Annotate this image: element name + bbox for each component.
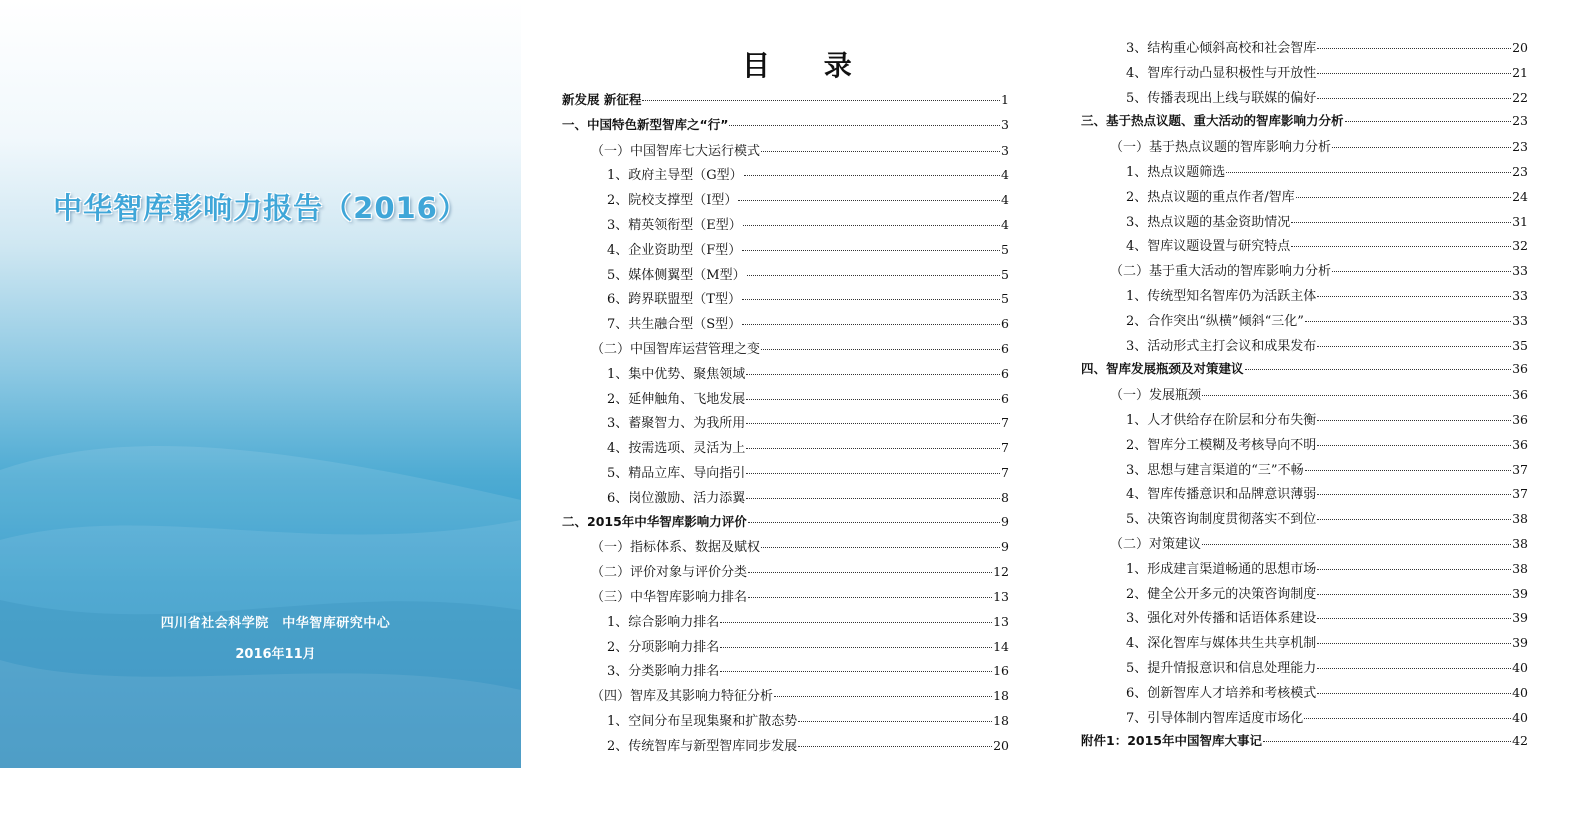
toc-entry[interactable] — [562, 710, 1009, 735]
dot-leader — [1291, 222, 1511, 223]
toc-entry-title: 4、智库传播意识和品牌意识薄弱 — [1126, 487, 1317, 503]
toc-entry[interactable] — [562, 115, 1009, 140]
toc-entry-page: 5 — [1001, 266, 1009, 282]
dot-leader — [1296, 197, 1511, 198]
toc-entry-title: 二、2015年中华智库影响力评价 — [562, 513, 747, 529]
toc-entry-title: 1、综合影响力排名 — [607, 614, 720, 630]
dot-leader — [743, 225, 1000, 226]
toc-entry[interactable] — [562, 660, 1009, 685]
toc-entry-title: 2、分项影响力排名 — [607, 639, 720, 655]
toc-entry[interactable] — [1081, 111, 1528, 136]
toc-entry-title: （一）发展瓶颈 — [1110, 388, 1202, 404]
toc-entry-title: （一）基于热点议题的智库影响力分析 — [1110, 140, 1332, 156]
toc-entry-page: 9 — [1001, 513, 1009, 529]
toc-entry-page: 1 — [1001, 92, 1009, 107]
toc-entry-title: 2、健全公开多元的决策咨询制度 — [1126, 586, 1317, 602]
toc-entry-title: 1、空间分布呈现集聚和扩散态势 — [607, 713, 798, 729]
dot-leader — [1317, 668, 1511, 669]
toc-entry-page: 39 — [1512, 610, 1528, 626]
toc-entry[interactable] — [1081, 136, 1528, 161]
dot-leader — [746, 423, 1000, 424]
toc-entry-page: 33 — [1512, 263, 1528, 279]
toc-entry-title: 3、强化对外传播和话语体系建设 — [1126, 611, 1317, 627]
toc-entry-title: （一）指标体系、数据及赋权 — [591, 540, 761, 556]
toc-entry-page: 13 — [993, 588, 1009, 604]
toc-entry[interactable] — [1081, 186, 1528, 211]
toc-entry-page: 31 — [1512, 213, 1528, 229]
toc-entry-page: 40 — [1512, 709, 1528, 725]
toc-entry[interactable] — [562, 636, 1009, 661]
toc-entry-title: 5、提升情报意识和信息处理能力 — [1126, 660, 1317, 676]
toc-entry-title: 3、热点议题的基金资助情况 — [1126, 214, 1291, 230]
toc-entry[interactable] — [562, 288, 1009, 313]
toc-entry-title: 5、精品立库、导向指引 — [607, 465, 746, 481]
toc-entry-page: 39 — [1512, 635, 1528, 651]
toc-entry[interactable] — [1081, 310, 1528, 335]
toc-entry[interactable] — [1081, 533, 1528, 558]
toc-entry-page: 36 — [1512, 361, 1528, 377]
toc-entry-page: 21 — [1512, 64, 1528, 80]
toc-entry-title: 4、智库议题设置与研究特点 — [1126, 239, 1291, 255]
report-cover — [0, 0, 521, 768]
toc-entry[interactable] — [562, 313, 1009, 338]
toc-entry[interactable] — [562, 512, 1009, 537]
toc-entry[interactable] — [562, 685, 1009, 710]
toc-entry-page: 38 — [1512, 511, 1528, 527]
toc-entry[interactable] — [1081, 707, 1528, 732]
dot-leader — [720, 647, 992, 648]
toc-entry-page: 7 — [1001, 415, 1009, 431]
toc-entry[interactable] — [1081, 384, 1528, 409]
toc-entry-page: 3 — [1001, 142, 1009, 158]
dot-leader — [1202, 544, 1511, 545]
toc-entry-title: 四、智库发展瓶颈及对策建议 — [1081, 361, 1244, 377]
toc-entry[interactable] — [1081, 657, 1528, 682]
toc-entry-page: 33 — [1512, 287, 1528, 303]
dot-leader — [746, 399, 1000, 400]
toc-entry-page: 36 — [1512, 387, 1528, 403]
dot-leader — [1317, 73, 1511, 74]
toc-entry[interactable] — [562, 487, 1009, 512]
dot-leader — [1317, 296, 1511, 297]
cover-publisher: 四川省社会科学院 中华智库研究中心 — [160, 616, 391, 631]
toc-entry-title: 3、结构重心倾斜高校和社会智库 — [1126, 41, 1317, 56]
toc-entry-page: 13 — [993, 613, 1009, 629]
toc-entry-title: 5、媒体侧翼型（M型） — [607, 267, 746, 283]
toc-entry-page: 24 — [1512, 188, 1528, 204]
toc-entry[interactable] — [562, 611, 1009, 636]
dot-leader — [774, 696, 992, 697]
dot-leader — [742, 324, 1000, 325]
toc-entry-title: 4、深化智库与媒体共生共享机制 — [1126, 636, 1317, 652]
toc-entry-title: 5、决策咨询制度贯彻落实不到位 — [1126, 512, 1317, 528]
toc-entry-title: 1、政府主导型（G型） — [607, 168, 743, 184]
toc-entry[interactable] — [562, 388, 1009, 413]
dot-leader — [761, 151, 1000, 152]
toc-entry-title: 3、精英领衔型（E型） — [607, 217, 742, 233]
toc-entry-title: 1、传统型知名智库仍为活跃主体 — [1126, 288, 1317, 304]
dot-leader — [744, 175, 1000, 176]
toc-entry[interactable] — [1081, 731, 1528, 756]
toc-entry[interactable] — [1081, 260, 1528, 285]
toc-entry-title: （二）评价对象与评价分类 — [591, 565, 748, 581]
toc-entry[interactable] — [562, 239, 1009, 264]
toc-entry[interactable] — [1081, 211, 1528, 236]
toc-entry-title: 2、热点议题的重点作者/智库 — [1126, 189, 1295, 205]
dot-leader — [1332, 271, 1511, 272]
toc-entry[interactable] — [562, 338, 1009, 363]
toc-entry[interactable] — [562, 214, 1009, 239]
toc-left-column — [562, 90, 1009, 760]
dot-leader — [798, 721, 992, 722]
toc-entry-page: 23 — [1512, 139, 1528, 155]
toc-entry-title: （二）基于重大活动的智库影响力分析 — [1110, 264, 1332, 280]
dot-leader — [1317, 494, 1511, 495]
toc-entry-page: 32 — [1512, 238, 1528, 254]
dot-leader — [642, 100, 1000, 101]
toc-entry-title: 4、智库行动凸显积极性与开放性 — [1126, 65, 1317, 81]
dot-leader — [1291, 246, 1511, 247]
toc-entry[interactable] — [562, 264, 1009, 289]
cover-date: 2016年11月 — [235, 647, 316, 662]
dot-leader — [1317, 569, 1511, 570]
toc-entry[interactable] — [562, 90, 1009, 115]
toc-entry-page: 5 — [1001, 291, 1009, 307]
toc-entry[interactable] — [1081, 583, 1528, 608]
dot-leader — [1317, 98, 1511, 99]
toc-entry-page: 7 — [1001, 440, 1009, 456]
toc-entry-page: 16 — [993, 663, 1009, 679]
toc-entry-title: 1、集中优势、聚焦领域 — [607, 366, 746, 382]
toc-entry[interactable] — [1081, 285, 1528, 310]
dot-leader — [746, 473, 1000, 474]
toc-entry-title: （二）对策建议 — [1110, 536, 1202, 552]
toc-entry-page: 35 — [1512, 337, 1528, 353]
toc-entry-title: 1、形成建言渠道畅通的思想市场 — [1126, 561, 1317, 577]
toc-entry-page: 38 — [1512, 535, 1528, 551]
toc-entry-page: 18 — [993, 688, 1009, 704]
dot-leader — [1317, 346, 1511, 347]
dot-leader — [1245, 369, 1512, 370]
toc-entry[interactable] — [1081, 483, 1528, 508]
dot-leader — [1226, 172, 1511, 173]
toc-entry-page: 37 — [1512, 461, 1528, 477]
toc-entry-page: 23 — [1512, 113, 1528, 129]
toc-entry-page: 6 — [1001, 365, 1009, 381]
toc-entry-page: 23 — [1512, 163, 1528, 179]
toc-entry-title: 2、智库分工模糊及考核导向不明 — [1126, 437, 1317, 453]
toc-entry-title: 1、热点议题筛选 — [1126, 164, 1226, 180]
toc-entry-page: 4 — [1001, 216, 1009, 232]
dot-leader — [748, 597, 992, 598]
toc-entry[interactable] — [1081, 434, 1528, 459]
dot-leader — [720, 671, 992, 672]
toc-entry[interactable] — [562, 140, 1009, 165]
dot-leader — [720, 622, 992, 623]
toc-entry-title: 4、按需选项、灵活为上 — [607, 441, 746, 457]
toc-entry[interactable] — [1081, 87, 1528, 112]
toc-entry[interactable] — [1081, 161, 1528, 186]
toc-entry-page: 4 — [1001, 167, 1009, 183]
dot-leader — [1317, 445, 1511, 446]
toc-entry-page: 20 — [1512, 40, 1528, 55]
toc-entry[interactable] — [1081, 682, 1528, 707]
toc-entry-page: 36 — [1512, 436, 1528, 452]
toc-entry[interactable] — [562, 189, 1009, 214]
dot-leader — [1202, 395, 1511, 396]
toc-entry[interactable] — [1081, 632, 1528, 657]
toc-entry-title: （一）中国智库七大运行模式 — [591, 143, 761, 159]
toc-entry[interactable] — [1081, 508, 1528, 533]
toc-entry-page: 40 — [1512, 684, 1528, 700]
toc-entry-title: 一、中国特色新型智库之“行” — [562, 116, 729, 132]
toc-heading: 目 录 — [742, 49, 874, 82]
dot-leader — [748, 572, 992, 573]
cover-title: 中华智库影响力报告（2016） — [53, 191, 468, 225]
dot-leader — [1305, 470, 1512, 471]
toc-entry[interactable] — [562, 586, 1009, 611]
toc-entry-page: 7 — [1001, 464, 1009, 480]
toc-entry-page: 6 — [1001, 340, 1009, 356]
dot-leader — [747, 275, 1000, 276]
toc-entry[interactable] — [562, 437, 1009, 462]
dot-leader — [729, 125, 1000, 126]
toc-entry-title: 4、企业资助型（F型） — [607, 242, 742, 258]
dot-leader — [761, 547, 1000, 548]
dot-leader — [1305, 321, 1511, 322]
toc-entry-title: （二）中国智库运营管理之变 — [591, 341, 761, 357]
toc-entry-title: 2、延伸触角、飞地发展 — [607, 391, 746, 407]
toc-entry-title: 附件1：2015年中国智库大事记 — [1081, 733, 1262, 749]
toc-entry-title: 3、分类影响力排名 — [607, 664, 720, 680]
toc-entry[interactable] — [562, 536, 1009, 561]
toc-entry[interactable] — [1081, 335, 1528, 360]
toc-entry-title: 7、引导体制内智库适度市场化 — [1126, 710, 1304, 726]
toc-entry[interactable] — [562, 412, 1009, 437]
toc-entry-page: 6 — [1001, 316, 1009, 332]
toc-entry-page: 9 — [1001, 539, 1009, 555]
toc-entry-page: 20 — [993, 737, 1009, 753]
toc-entry-page: 36 — [1512, 411, 1528, 427]
toc-entry-page: 4 — [1001, 192, 1009, 208]
toc-entry[interactable] — [562, 462, 1009, 487]
toc-entry[interactable] — [1081, 607, 1528, 632]
toc-entry-title: 2、院校支撑型（I型） — [607, 193, 738, 209]
dot-leader — [1317, 643, 1511, 644]
toc-entry-page: 40 — [1512, 659, 1528, 675]
toc-entry-title: 2、传统智库与新型智库同步发展 — [607, 738, 798, 754]
toc-entry-page: 33 — [1512, 312, 1528, 328]
toc-entry-title: 6、岗位激励、活力添翼 — [607, 490, 746, 506]
dot-leader — [798, 746, 992, 747]
dot-leader — [742, 250, 1000, 251]
dot-leader — [1317, 618, 1511, 619]
toc-entry-page: 38 — [1512, 560, 1528, 576]
toc-entry-title: 1、人才供给存在阶层和分布失衡 — [1126, 412, 1317, 428]
toc-entry-title: 三、基于热点议题、重大活动的智库影响力分析 — [1081, 113, 1344, 129]
dot-leader — [1317, 693, 1511, 694]
toc-entry[interactable] — [562, 561, 1009, 586]
toc-entry-title: （三）中华智库影响力排名 — [591, 589, 748, 605]
toc-entry[interactable] — [562, 164, 1009, 189]
dot-leader — [1345, 121, 1512, 122]
dot-leader — [1317, 519, 1511, 520]
toc-entry-title: 新发展 新征程 — [562, 92, 642, 107]
dot-leader — [1317, 420, 1511, 421]
toc-entry[interactable] — [1081, 359, 1528, 384]
dot-leader — [1317, 48, 1511, 49]
dot-leader — [738, 200, 1000, 201]
toc-entry[interactable] — [1081, 37, 1528, 62]
toc-entry-title: 3、蓄聚智力、为我所用 — [607, 416, 746, 432]
toc-entry-title: 5、传播表现出上线与联媒的偏好 — [1126, 90, 1317, 106]
toc-entry-title: 3、思想与建言渠道的“三”不畅 — [1126, 462, 1304, 478]
toc-right-column — [1081, 37, 1528, 756]
toc-entry-title: （四）智库及其影响力特征分析 — [591, 689, 774, 705]
toc-entry-page: 18 — [993, 712, 1009, 728]
toc-entry[interactable] — [562, 363, 1009, 388]
toc-entry[interactable] — [1081, 409, 1528, 434]
toc-entry-page: 3 — [1001, 116, 1009, 132]
toc-entry-title: 2、合作突出“纵横”倾斜“三化” — [1126, 313, 1304, 329]
toc-entry-title: 6、创新智库人才培养和考核模式 — [1126, 685, 1317, 701]
toc-entry-page: 6 — [1001, 390, 1009, 406]
dot-leader — [742, 299, 1000, 300]
toc-entry-title: 3、活动形式主打会议和成果发布 — [1126, 338, 1317, 354]
toc-entry-page: 8 — [1001, 489, 1009, 505]
dot-leader — [746, 374, 1000, 375]
toc-entry[interactable] — [1081, 235, 1528, 260]
toc-entry[interactable] — [1081, 459, 1528, 484]
toc-entry-title: 7、共生融合型（S型） — [607, 317, 742, 333]
toc-entry-page: 22 — [1512, 89, 1528, 105]
dot-leader — [1332, 147, 1511, 148]
dot-leader — [746, 448, 1000, 449]
toc-entry-page: 12 — [993, 564, 1009, 580]
toc-entry-page: 14 — [993, 638, 1009, 654]
toc-entry-page: 39 — [1512, 585, 1528, 601]
toc-entry[interactable] — [562, 735, 1009, 760]
toc-entry-page: 5 — [1001, 241, 1009, 257]
dot-leader — [1317, 594, 1511, 595]
toc-entry-page: 37 — [1512, 486, 1528, 502]
dot-leader — [1304, 718, 1511, 719]
toc-entry[interactable] — [1081, 62, 1528, 87]
dot-leader — [748, 522, 1000, 523]
dot-leader — [1263, 741, 1511, 742]
toc-entry[interactable] — [1081, 558, 1528, 583]
toc-entry-title: 6、跨界联盟型（T型） — [607, 292, 741, 308]
dot-leader — [761, 349, 1000, 350]
toc-entry-page: 42 — [1512, 733, 1528, 749]
dot-leader — [746, 498, 1000, 499]
